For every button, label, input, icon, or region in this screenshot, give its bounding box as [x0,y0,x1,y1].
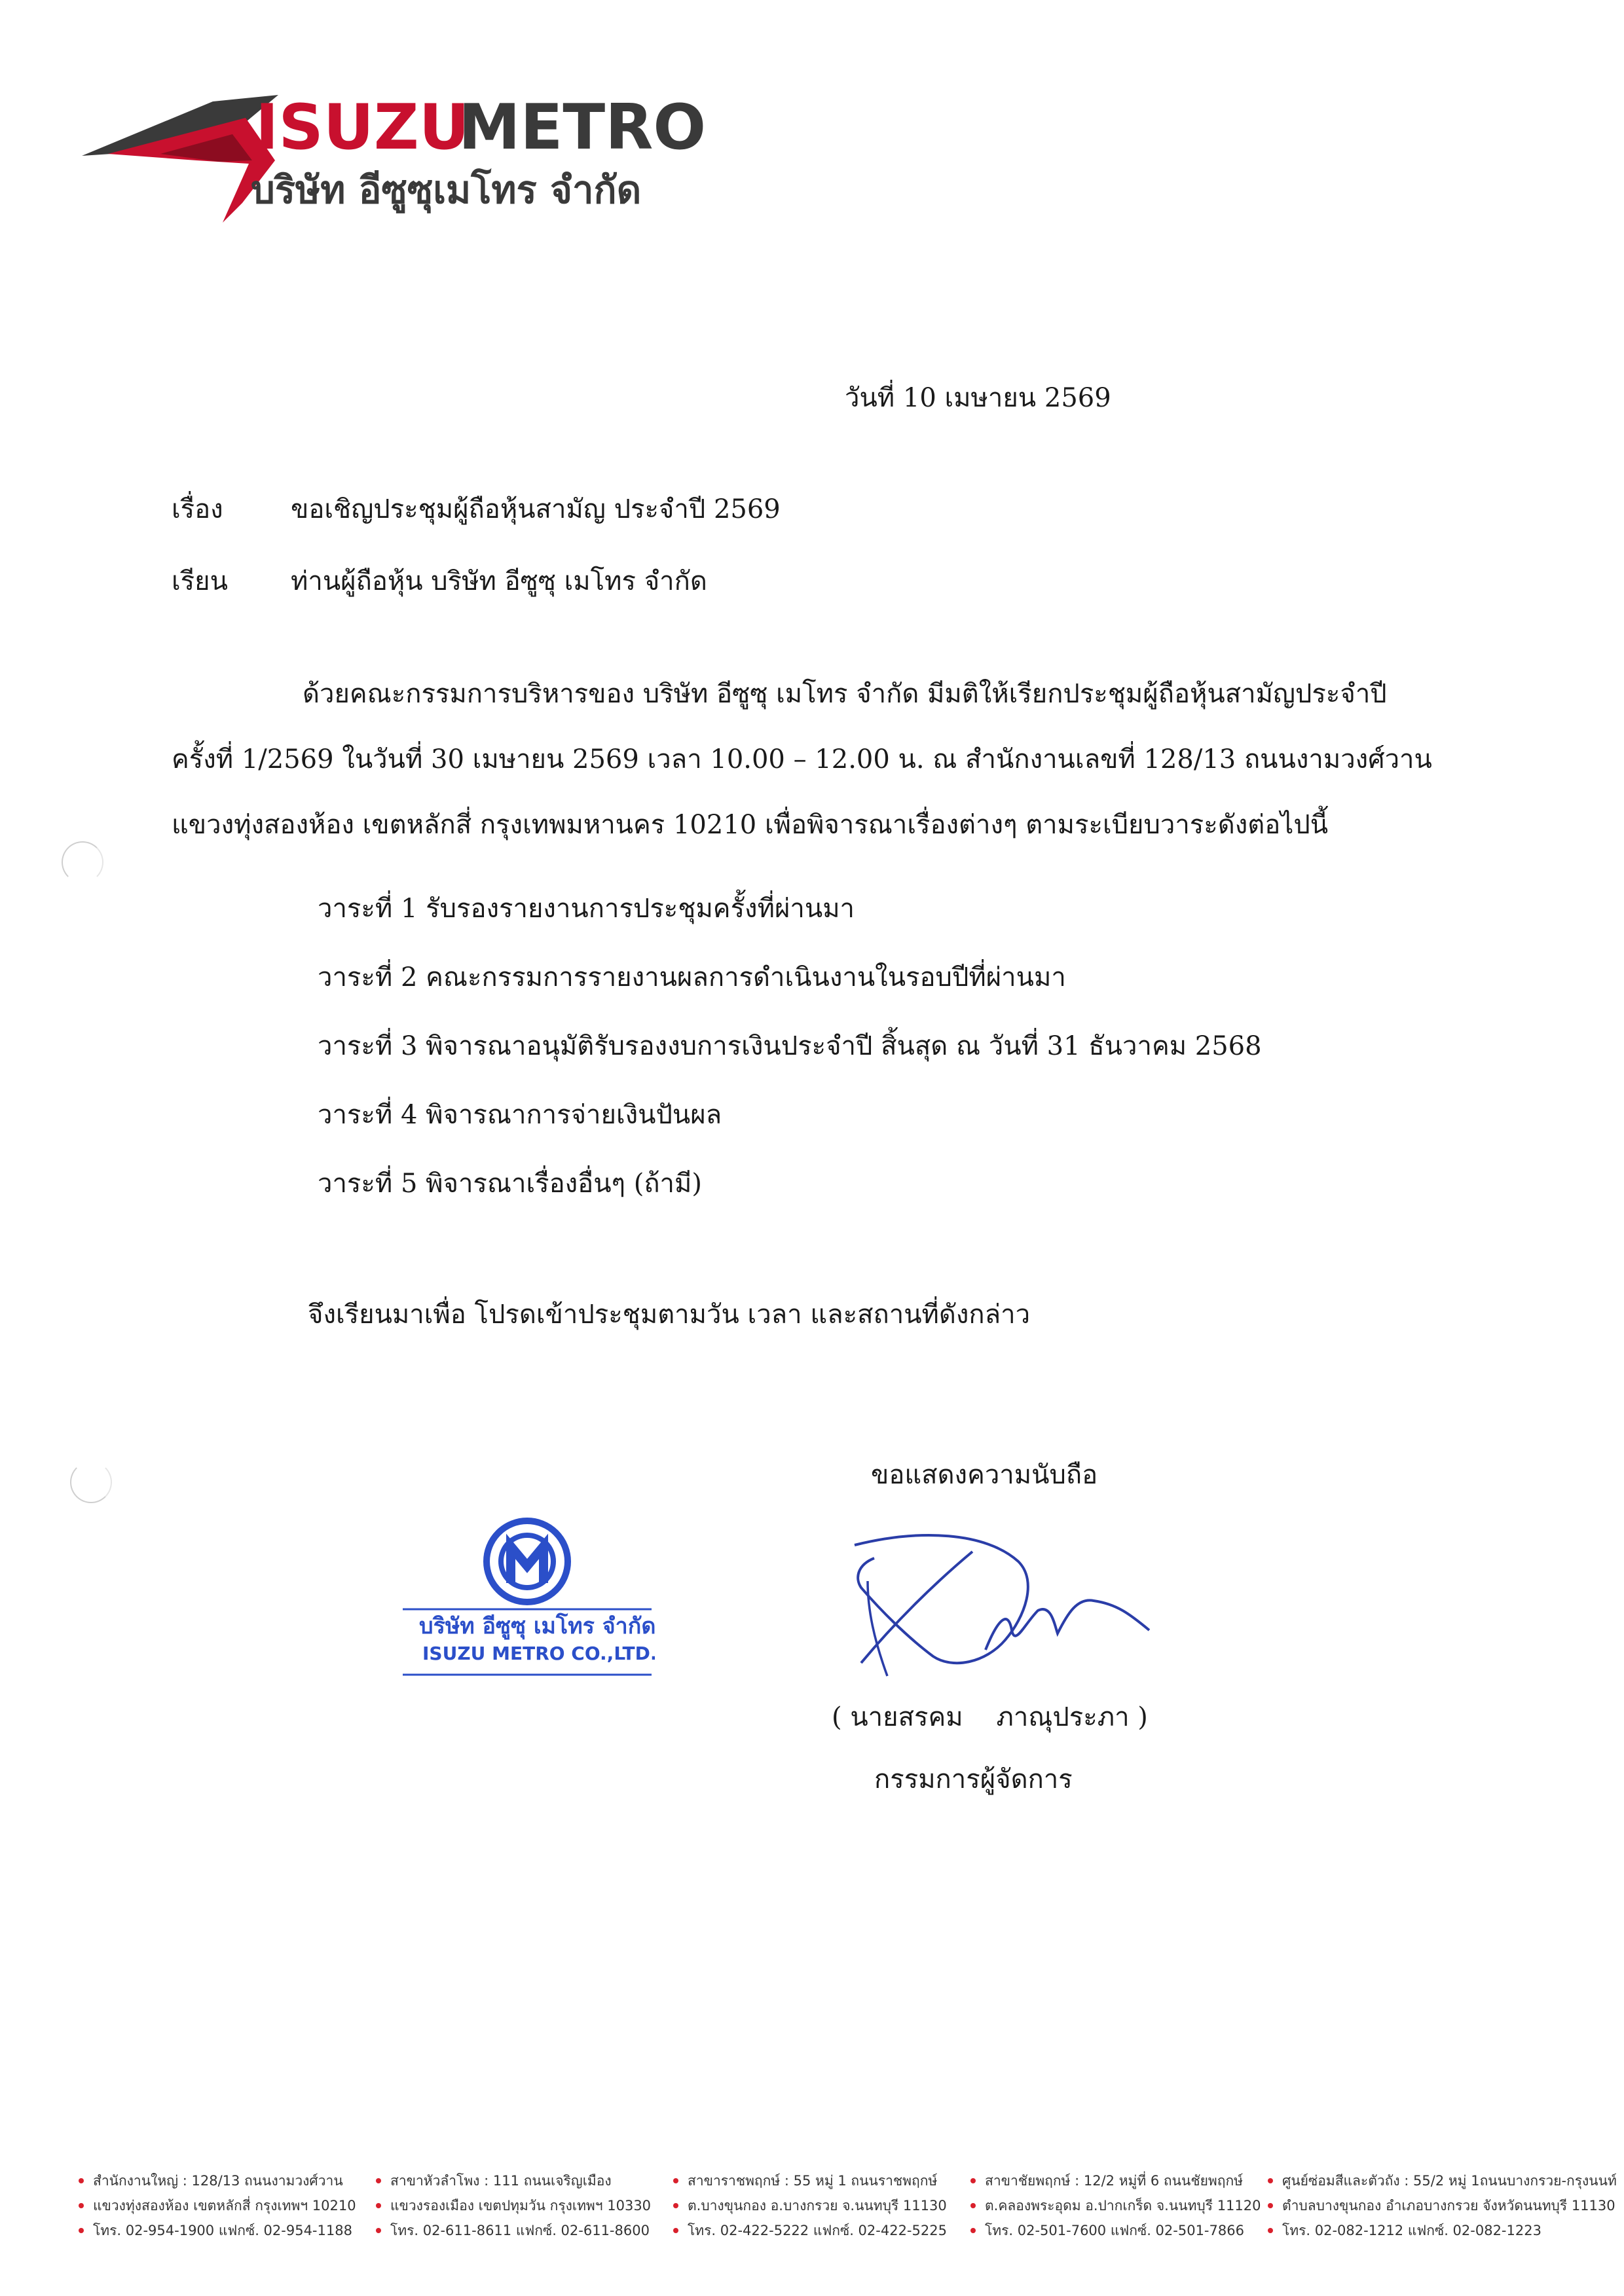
signer-title: กรรมการผู้จัดการ [874,1764,1073,1795]
footer-text: สาขาชัยพฤกษ์ : 12/2 หมู่ที่ 6 ถนนชัยพฤกษ์ [985,2172,1244,2189]
stamp-graphic [399,1512,655,1679]
agenda-item: วาระที่ 3 พิจารณาอนุมัติรับรองงบการเงินประจำปี สิ้นสุด ณ วันที่ 31 ธันวาคม 2568 [318,1031,1262,1061]
handwritten-signature [841,1525,1182,1689]
body-line: แขวงทุ่งสองห้อง เขตหลักสี่ กรุงเทพมหานคร 10210 เพื่อพิจารณาเรื่องต่างๆ ตามระเบียบวาระดังต่อไปนี้ [172,810,1329,840]
footer-branches [79,2168,1617,2243]
footer-text: ศูนย์ซ่อมสีและตัวถัง : 55/2 หมู่ 1ถนนบางกรวย-กรุงนนท์ [1282,2172,1617,2189]
footer-text: ตำบลบางขุนกอง อำเภอบางกรวย จังหวัดนนทบุรี 11130 [1282,2197,1615,2214]
bullet-icon [1268,2178,1273,2183]
company-stamp [399,1512,655,1679]
bullet-icon [1268,2228,1273,2233]
bullet-icon [79,2228,84,2233]
letter-body [172,661,1475,858]
regards-text: ขอแสดงความนับถือ [871,1460,1098,1490]
bullet-icon [970,2228,976,2233]
footer-branch [376,2168,657,2243]
footer-text: ต.คลองพระอุดม อ.ปากเกร็ด จ.นนทบุรี 11120 [985,2197,1261,2214]
logo-brand-dark: METRO [458,92,704,164]
logo-graphic [82,88,704,226]
signer-name: ( นายสรคม ภาณุประภา ) [832,1702,1148,1732]
logo-company-thai: บริษัท อีซูซุเมโทร จำกัด [251,168,642,212]
footer-text: สาขาราชพฤกษ์ : 55 หมู่ 1 ถนนราชพฤกษ์ [688,2172,938,2189]
closing-text: จึงเรียนมาเพื่อ โปรดเข้าประชุมตามวัน เวลา และสถานที่ดังกล่าว [308,1300,1031,1330]
body-line: ครั้งที่ 1/2569 ในวันที่ 30 เมษายน 2569 เวลา 10.00 – 12.00 น. ณ สำนักงานเลขที่ 128/13 ถนนงามวงศ์วาน [172,744,1432,774]
agenda-item: วาระที่ 4 พิจารณาการจ่ายเงินปันผล [318,1100,722,1130]
stamp-thai-text: บริษัท อีซูซุ เมโทร จำกัด [419,1613,655,1639]
footer-text: สาขาหัวลำโพง : 111 ถนนเจริญเมือง [390,2172,612,2189]
recipient-label: เรียน [172,566,228,596]
footer-branch [970,2168,1261,2243]
company-logo [82,88,704,226]
subject-text: ขอเชิญประชุมผู้ถือหุ้นสามัญ ประจำปี 2569 [291,494,781,524]
footer-branch [79,2168,360,2243]
footer-text: โทร. 02-611-8611 แฟกซ์. 02-611-8600 [390,2222,650,2238]
bullet-icon [376,2203,381,2208]
bullet-icon [673,2228,678,2233]
agenda-item: วาระที่ 2 คณะกรรมการรายงานผลการดำเนินงานในรอบปีที่ผ่านมา [318,962,1066,993]
letter-date: วันที่ 10 เมษายน 2569 [845,383,1111,413]
recipient-text: ท่านผู้ถือหุ้น บริษัท อีซูซุ เมโทร จำกัด [291,566,707,596]
bullet-icon [376,2178,381,2183]
punch-hole-mark [62,841,103,883]
agenda-item: วาระที่ 5 พิจารณาเรื่องอื่นๆ (ถ้ามี) [318,1169,702,1199]
footer-text: โทร. 02-082-1212 แฟกซ์. 02-082-1223 [1282,2222,1541,2238]
footer-text: สำนักงานใหญ่ : 128/13 ถนนงามวงศ์วาน [93,2172,343,2189]
bullet-icon [79,2178,84,2183]
bullet-icon [79,2203,84,2208]
footer-branch [1268,2168,1617,2243]
footer-text: โทร. 02-501-7600 แฟกซ์. 02-501-7866 [985,2222,1244,2238]
agenda-item: วาระที่ 1 รับรองรายงานการประชุมครั้งที่ผ่านมา [318,894,855,924]
footer-text: แขวงทุ่งสองห้อง เขตหลักสี่ กรุงเทพฯ 10210 [93,2197,356,2214]
body-line: ด้วยคณะกรรมการบริหารของ บริษัท อีซูซุ เมโทร จำกัด มีมติให้เรียกประชุมผู้ถือหุ้นสามัญประจำปี [303,679,1387,709]
stamp-english-text: ISUZU METRO CO.,LTD. [422,1643,655,1664]
bullet-icon [673,2178,678,2183]
footer-branch [673,2168,955,2243]
logo-brand-red: ISUZU [255,92,470,164]
footer-text: โทร. 02-422-5222 แฟกซ์. 02-422-5225 [688,2222,947,2238]
agenda-list [318,887,1262,1231]
punch-hole-mark [70,1461,112,1503]
footer-text: ต.บางขุนกอง อ.บางกรวย จ.นนทบุรี 11130 [688,2197,947,2214]
bullet-icon [970,2203,976,2208]
footer-text: แขวงรองเมือง เขตปทุมวัน กรุงเทพฯ 10330 [390,2197,652,2214]
bullet-icon [673,2203,678,2208]
footer-text: โทร. 02-954-1900 แฟกซ์. 02-954-1188 [93,2222,352,2238]
bullet-icon [970,2178,976,2183]
bullet-icon [376,2228,381,2233]
subject-label: เรื่อง [172,494,223,524]
bullet-icon [1268,2203,1273,2208]
